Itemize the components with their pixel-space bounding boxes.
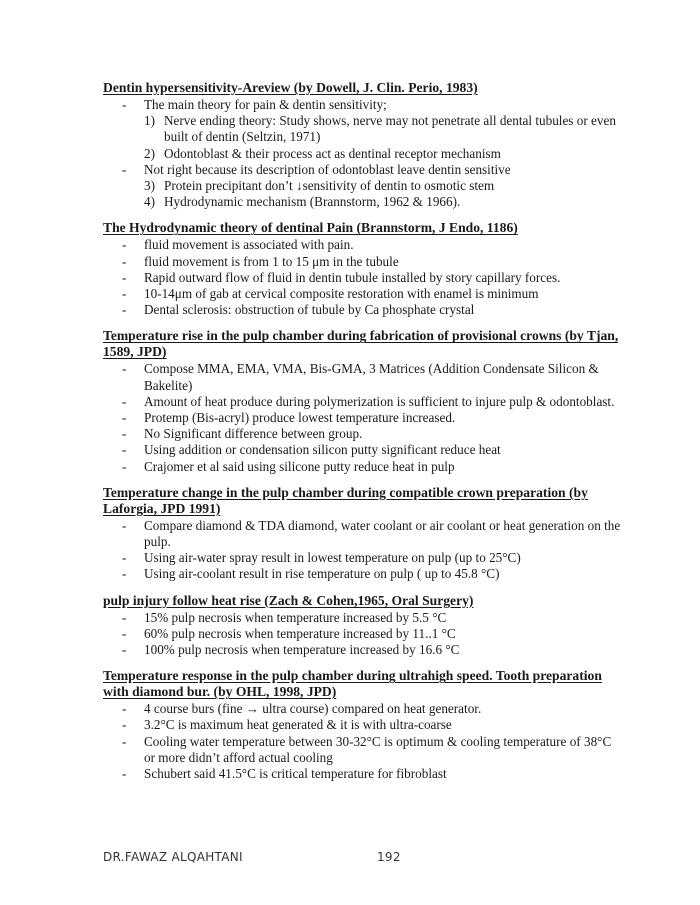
numbered-item — [103, 113, 623, 145]
bullet-item — [103, 550, 623, 566]
page-number: 192 — [377, 850, 401, 864]
section — [103, 80, 623, 210]
section-heading: The Hydrodynamic theory of dentinal Pain (Brannstorm, J Endo, 1186) — [103, 220, 518, 236]
bullet-item — [103, 734, 623, 766]
bullet-dash: - — [122, 733, 127, 749]
item-text: Nerve ending theory: Study shows, nerve may not penetrate all dental tubules or even built of dentin (Seltzin, 1971) — [164, 113, 616, 145]
item-number: 1) — [144, 113, 155, 129]
item-text: Cooling water temperature between 30-32°C is optimum & cooling temperature of 38°C or more didn’t afford actual cooling — [144, 733, 612, 765]
bullet-item — [103, 361, 623, 393]
item-text: fluid movement is associated with pain. — [144, 237, 354, 253]
bullet-item — [103, 237, 623, 253]
numbered-item — [103, 194, 623, 210]
item-text: Not right because its description of odontoblast leave dentin sensitive — [144, 161, 511, 177]
bullet-dash: - — [122, 566, 127, 582]
item-text: 3.2°C is maximum heat generated & it is with ultra-coarse — [144, 717, 452, 733]
bullet-item — [103, 302, 623, 318]
item-number: 2) — [144, 145, 155, 161]
bullet-item — [103, 610, 623, 626]
section-heading: Temperature response in the pulp chamber during ultrahigh speed. Tooth preparation with diamond bur. (by OHL, 1998, JPD) — [103, 668, 602, 700]
bullet-dash: - — [122, 517, 127, 533]
item-list — [103, 518, 623, 583]
bullet-dash: - — [122, 97, 127, 112]
bullet-dash: - — [122, 609, 127, 625]
section — [103, 593, 623, 659]
bullet-dash: - — [122, 642, 127, 658]
bullet-item — [103, 286, 623, 302]
item-list — [103, 237, 623, 318]
bullet-item — [103, 642, 623, 658]
section — [103, 485, 623, 583]
bullet-dash: - — [122, 625, 127, 641]
bullet-item — [103, 701, 623, 717]
item-text: Using addition or condensation silicon putty significant reduce heat — [144, 442, 501, 458]
item-number: 3) — [144, 178, 155, 194]
bullet-item — [103, 566, 623, 582]
bullet-dash: - — [122, 361, 127, 377]
bullet-dash: - — [122, 442, 127, 458]
item-text: Crajomer et al said using silicone putty reduce heat in pulp — [144, 458, 455, 474]
item-text: Compare diamond & TDA diamond, water coolant or air coolant or heat generation on the pulp. — [144, 517, 621, 550]
item-text: Compose MMA, EMA, VMA, Bis-GMA, 3 Matrices (Addition Condensate Silicon & Bakelite) — [144, 361, 599, 393]
item-text: 60% pulp necrosis when temperature increased by 11..1 °C — [144, 625, 456, 641]
item-text: The main theory for pain & dentin sensitivity; — [144, 97, 387, 112]
bullet-dash: - — [122, 269, 127, 285]
bullet-dash: - — [122, 237, 127, 253]
bullet-item — [103, 626, 623, 642]
item-text: Using air-water spray result in lowest temperature on pulp (up to 25°C) — [144, 550, 521, 566]
bullet-dash: - — [122, 161, 127, 177]
section-heading: pulp injury follow heat rise (Zach & Cohen,1965, Oral Surgery) — [103, 592, 474, 608]
bullet-item — [103, 97, 623, 113]
bullet-item — [103, 426, 623, 442]
bullet-dash: - — [122, 393, 127, 409]
page-content — [103, 80, 623, 792]
item-text: fluid movement is from 1 to 15 μm in the tubule — [144, 253, 399, 269]
item-list — [103, 361, 623, 474]
bullet-dash: - — [122, 410, 127, 426]
bullet-item — [103, 766, 623, 782]
bullet-dash: - — [122, 253, 127, 269]
bullet-dash: - — [122, 302, 127, 318]
section-heading: Temperature change in the pulp chamber during compatible crown preparation (by Laforgia, JPD 1991) — [103, 484, 588, 516]
bullet-item — [103, 459, 623, 475]
item-list — [103, 610, 623, 659]
section — [103, 668, 623, 782]
item-text: Dental sclerosis: obstruction of tubule by Ca phosphate crystal — [144, 302, 475, 318]
bullet-item — [103, 410, 623, 426]
item-text: Schubert said 41.5°C is critical temperature for fibroblast — [144, 766, 447, 782]
item-text: 100% pulp necrosis when temperature increased by 16.6 °C — [144, 642, 460, 658]
item-text: Using air-coolant result in rise temperature on pulp ( up to 45.8 °C) — [144, 566, 500, 582]
item-text: 4 course burs (fine → ultra course) compared on heat generator. — [144, 701, 482, 717]
bullet-dash: - — [122, 426, 127, 442]
bullet-item — [103, 442, 623, 458]
bullet-dash: - — [122, 286, 127, 302]
item-text: Amount of heat produce during polymerization is sufficient to injure pulp & odontoblast. — [144, 393, 615, 409]
item-text: 15% pulp necrosis when temperature increased by 5.5 °C — [144, 609, 447, 625]
item-text: 10-14μm of gab at cervical composite restoration with enamel is minimum — [144, 286, 539, 302]
item-text: Protemp (Bis-acryl) produce lowest temperature increased. — [144, 410, 456, 426]
numbered-item — [103, 178, 623, 194]
item-text: No Significant difference between group. — [144, 426, 363, 442]
bullet-item — [103, 162, 623, 178]
item-number: 4) — [144, 194, 155, 210]
footer-author: DR.FAWAZ ALQAHTANI — [103, 850, 243, 864]
bullet-item — [103, 270, 623, 286]
bullet-item — [103, 717, 623, 733]
item-text: Rapid outward flow of fluid in dentin tubule installed by story capillary forces. — [144, 269, 561, 285]
bullet-dash: - — [122, 766, 127, 782]
item-list — [103, 701, 623, 782]
bullet-item — [103, 254, 623, 270]
bullet-dash: - — [122, 717, 127, 733]
item-list — [103, 97, 623, 210]
item-text: Hydrodynamic mechanism (Brannstorm, 1962 & 1966). — [164, 194, 461, 210]
item-text: Odontoblast & their process act as dentinal receptor mechanism — [164, 145, 501, 161]
bullet-dash: - — [122, 458, 127, 474]
numbered-item — [103, 146, 623, 162]
bullet-item — [103, 394, 623, 410]
bullet-dash: - — [122, 550, 127, 566]
bullet-item — [103, 518, 623, 550]
section-heading: Temperature rise in the pulp chamber during fabrication of provisional crowns (by Tjan, 1589, JPD) — [103, 328, 619, 360]
section — [103, 328, 623, 474]
section-heading: Dentin hypersensitivity-Areview (by Dowell, J. Clin. Perio, 1983) — [103, 80, 478, 95]
bullet-dash: - — [122, 701, 127, 717]
section — [103, 220, 623, 318]
item-text: Protein precipitant don’t ↓sensitivity of dentin to osmotic stem — [164, 178, 495, 194]
